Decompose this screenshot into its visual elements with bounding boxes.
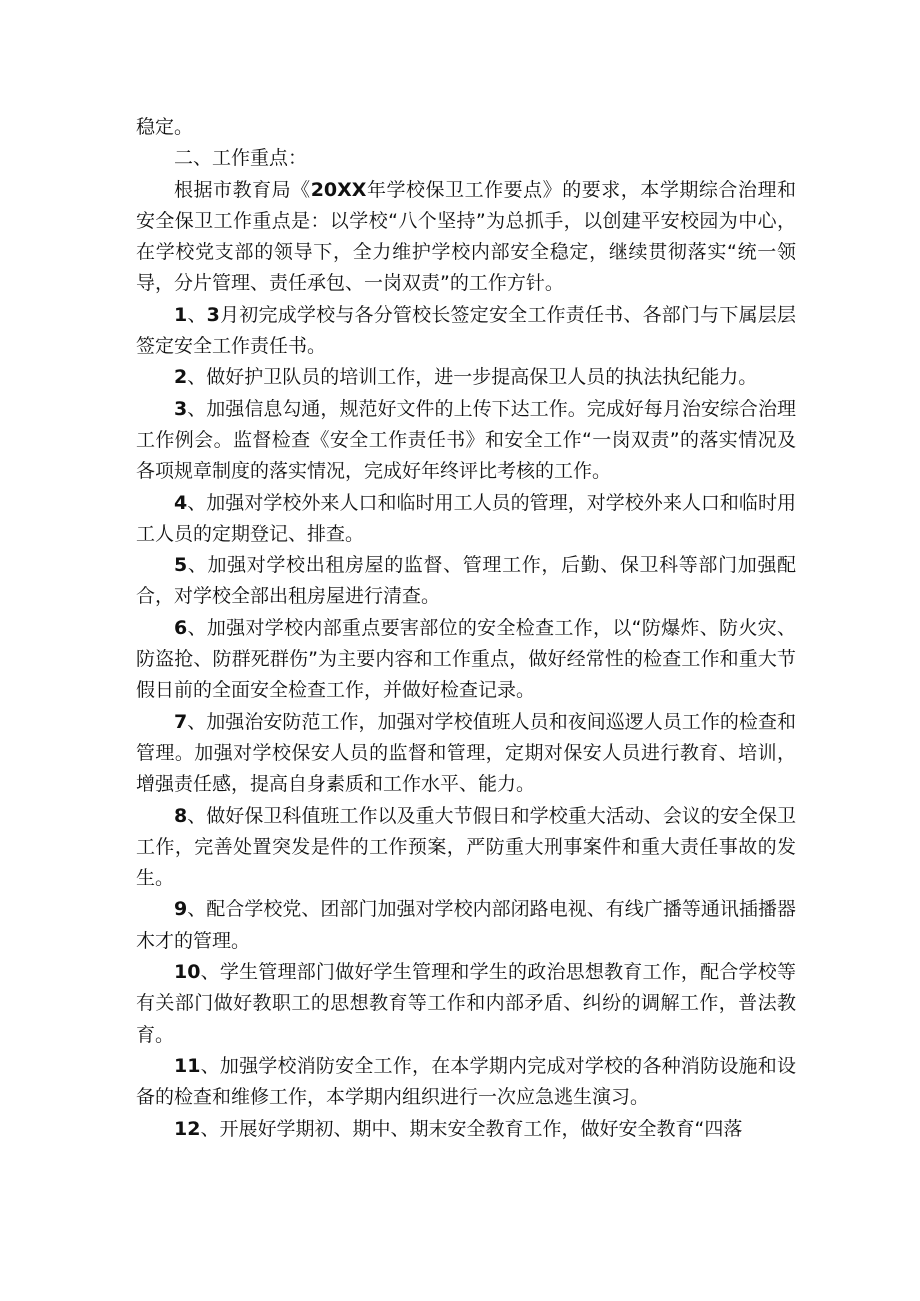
- item-number: 9: [174, 898, 188, 921]
- intro-year: 20XX: [310, 178, 367, 201]
- item-number: 7: [174, 710, 188, 733]
- item-text: 加强对学校外来人口和临时用工人员的管理，对学校外来人口和临时用工人员的定期登记、排查。: [136, 491, 796, 545]
- item-separator: 、: [187, 366, 207, 389]
- item-number: 10: [174, 961, 201, 984]
- paragraph-continuation: 稳定。: [136, 116, 194, 138]
- item-separator: 、: [187, 554, 208, 577]
- item-number: 5: [174, 554, 188, 577]
- item-text: 加强对学校出租房屋的监督、管理工作，后勤、保卫科等部门加强配合，对学校全部出租房屋进行清查。: [136, 554, 796, 608]
- list-item: [136, 1051, 796, 1114]
- list-item: [136, 707, 796, 801]
- section-heading: 二、工作重点：: [174, 147, 308, 170]
- list-item: [136, 550, 796, 613]
- item-separator: 、: [200, 1054, 220, 1077]
- item-number: 6: [174, 616, 188, 639]
- item-separator: 、: [187, 804, 207, 827]
- item-text: 加强治安防范工作，加强对学校值班人员和夜间巡逻人员工作的检查和管理。加强对学校保安人员的监督和管理，定期对保安人员进行教育、培训，增强责任感，提高自身素质和工作水平、能力。: [136, 710, 796, 796]
- list-item: [136, 488, 796, 551]
- item-separator: 、: [187, 491, 207, 514]
- item-separator: 、: [200, 1117, 220, 1140]
- item-separator: 、: [187, 898, 207, 921]
- list-item: [136, 613, 796, 707]
- list-item: [136, 300, 796, 363]
- item-number: 12: [174, 1117, 201, 1140]
- intro-text-pre: 根据市教育局《: [174, 178, 311, 201]
- item-text: 月初完成学校与各分管校长签定安全工作责任书、各部门与下属层层签定安全工作责任书。: [136, 303, 796, 358]
- document-body: [136, 112, 796, 1145]
- item-separator: 、: [187, 303, 207, 326]
- item-text: 加强对学校内部重点要害部位的安全检查工作，以“防爆炸、防火灾、防盗抢、防群死群伤”为主要内容和工作重点，做好经常性的检查工作和重大节假日前的全面安全检查工作，并做好检查记录。: [136, 616, 796, 702]
- item-number: 2: [174, 366, 188, 389]
- item-separator: 、: [187, 616, 207, 639]
- item-text: 学生管理部门做好学生管理和学生的政治思想教育工作，配合学校等有关部门做好教职工的思想教育等工作和内部矛盾、纠纷的调解工作，普法教育。: [136, 961, 796, 1046]
- item-text: 加强信息勾通，规范好文件的上传下达工作。完成好每月治安综合治理工作例会。监督检查《安全工作责任书》和安全工作“一岗双责”的落实情况及各项规章制度的落实情况，完成好年终评比考核的工作。: [136, 397, 796, 483]
- item-bold-number: 3: [206, 303, 220, 326]
- item-text: 加强学校消防安全工作，在本学期内完成对学校的各种消防设施和设备的检查和维修工作，本学期内组织进行一次应急逃生演习。: [136, 1054, 796, 1109]
- item-text: 做好护卫队员的培训工作，进一步提高保卫人员的执法执纪能力。: [206, 366, 758, 389]
- item-number: 3: [174, 397, 188, 420]
- item-separator: 、: [187, 710, 207, 733]
- item-separator: 、: [187, 397, 207, 420]
- list-item: [136, 801, 796, 895]
- list-item: [136, 894, 796, 957]
- item-number: 8: [174, 804, 188, 827]
- item-separator: 、: [200, 961, 220, 984]
- item-number: 11: [174, 1054, 201, 1077]
- item-text: 开展好学期初、期中、期末安全教育工作，做好安全教育“四落: [219, 1117, 743, 1140]
- list-item: [136, 394, 796, 488]
- item-text: 做好保卫科值班工作以及重大节假日和学校重大活动、会议的安全保卫工作，完善处置突发是件的工作预案，严防重大刑事案件和重大责任事故的发生。: [136, 804, 796, 890]
- list-item: [136, 957, 796, 1051]
- intro-paragraph: [136, 175, 796, 300]
- item-number: 4: [174, 491, 188, 514]
- intro-text-post: 年学校保卫工作要点》的要求，本学期综合治理和安全保卫工作重点是：以学校“八个坚持”为总抓手，以创建平安校园为中心，在学校党支部的领导下，全力维护学校内部安全稳定，继续贯彻落实“统一领导，分片管理、责任承包、一岗双责”的工作方针。: [136, 178, 796, 295]
- list-item: [136, 1114, 796, 1145]
- item-text: 配合学校党、团部门加强对学校内部闭路电视、有线广播等通讯插播器木才的管理。: [136, 898, 796, 952]
- list-item: [136, 362, 796, 393]
- item-number: 1: [174, 303, 188, 326]
